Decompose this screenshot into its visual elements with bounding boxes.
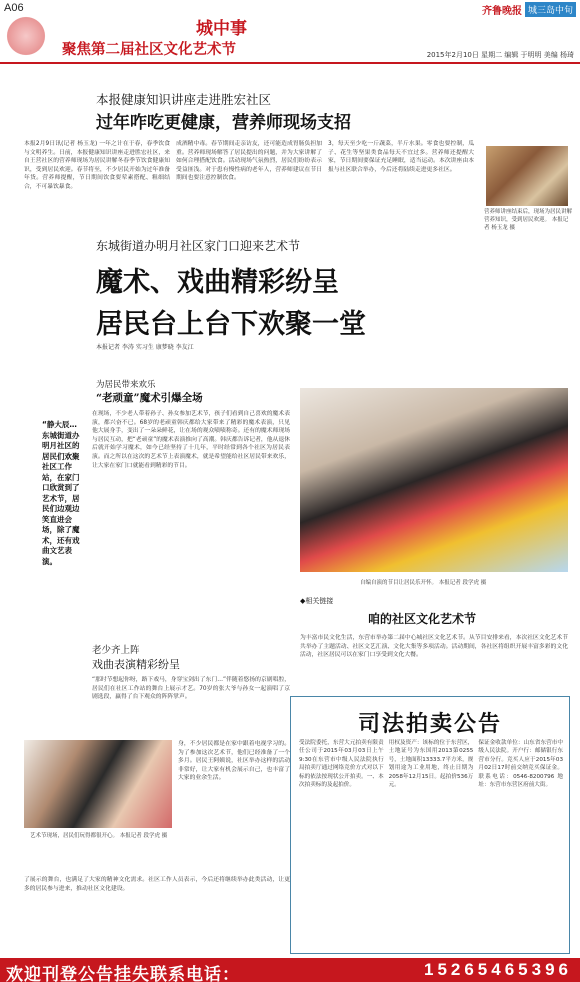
ad-banner — [0, 958, 580, 982]
masthead-logo — [482, 2, 576, 17]
header-divider — [0, 62, 580, 64]
article1-body — [24, 140, 474, 234]
decorative-seal-icon — [4, 14, 48, 58]
article2-title-line1: 魔术、戏曲精彩纷呈 — [96, 267, 339, 298]
article2-byline: 本报记者 李涛 实习生 康梦晓 李友江 — [96, 344, 194, 351]
banner-phone: 15265465396 — [423, 960, 572, 979]
section-a-lead: “静大辰…东城街道办明月社区的居民们欢聚社区工作站，在家门口欣赏到了艺术节，居民们边观边笑直进会场，除了魔术，还有戏曲文艺表演。 — [42, 420, 80, 566]
feature-title: 聚焦第二届社区文化艺术节 — [62, 41, 236, 58]
art-festival-photo — [24, 740, 172, 828]
page-number: A06 — [4, 2, 24, 14]
article1-title: 过年咋吃更健康，营养师现场支招 — [96, 113, 351, 133]
banner-text: 欢迎刊登公告挂失联系电话： — [6, 965, 240, 982]
section-b-tail-text: 了展示的舞台，也满足了大家的精神文化需求。社区工作人员表示，今后还将继续举办此类活动，让更多的居民参与进来，推动社区文化建设。 — [24, 877, 290, 892]
notice-col3: 保证金收款单位：山东省东营市中级人民法院。开户行：邮储银行东营市分行。竞买人应于2015年03月02日17时前交纳竞买保证金。联系电话：0546-8200796 地址：东营市东营区府前大街。 — [478, 740, 564, 789]
section-b-side-text: 身，不少居民都是在家中跟着电视学习的。为了参加这次艺术节，他们已经准备了一个多月。居民王阿姨说，社区举办这样的活动非常好，让大家有机会展示自己，也丰富了大家的业余生活。 — [178, 741, 290, 782]
section-a-subtitle: “老顽童”魔术引爆全场 — [96, 392, 203, 404]
article2-kicker: 东城街道办明月社区家门口迎来艺术节 — [96, 239, 301, 253]
section-a-kicker: 为居民带来欢乐 — [96, 380, 156, 390]
section-a-body: 在现场，不少老人带着孙子、孙女参加艺术节，孩子们看到自己喜欢的魔术表演，都兴奋不已。68岁的老顽童韩庆都给大家带来了精彩的魔术表演，只见他大展身手，变出了一朵朵鲜花，让在场的观众啧啧称奇。还有的魔术师现场与居民互动，把“老顽童”的魔术表演推向了高潮。韩庆都告诉记者，他从退休后就开始学习魔术，如今已经坚持了十几年，平时经常到各个社区为居民表演。而之所以在这次的艺术节上表演魔术，就是希望能给社区居民带来欢乐，让大家在家门口就能看到精彩的节目。 — [92, 411, 290, 469]
section-b-body: “那时节想起你呀，路下戏马，身穿宝剑出了东门…”伴随着悠扬的京剧唱腔，居民们在社区工作站的舞台上展示才艺。70岁的张大爷与孙女一起演唱了京剧选段，赢得了台下观众的阵阵掌声。 — [92, 677, 290, 701]
article1-col2: 成酒精中毒。春节期间走亲访友，还可能造成胃肠负担加重。营养师现场解答了居民提出的问题，并为大家讲解了如何合理搭配饮食。活动现场气氛热烈，居民们纷纷表示受益匪浅。对于患有慢性病的老年人，营养师建议在节日期间也要注意控制饮食。 — [176, 141, 322, 182]
section-b-subtitle: 戏曲表演精彩纷呈 — [92, 658, 180, 671]
article2-title-line2: 居民台上台下欢聚一堂 — [96, 309, 366, 340]
article1-col3: 3，每天至少吃一斤蔬菜，半斤水果。零食也要控制，瓜子、花生等坚果类食品每天不宜过多。营养师还提醒大家，节日期间要保证充足睡眠，适当运动。本次讲座由本报与社区联合举办，今后还将陆续走进更多社区。 — [328, 141, 474, 173]
notice-columns — [299, 739, 563, 947]
article1-col1: 本报2月9日讯(记者 杨玉龙) 一年之计在于春，春季饮食与文明养生。日前，本报健康知识讲座走进胜宏社区，来自王营社区的营养师现场为居民讲解冬春季节饮食健康知识，受到居民欢迎。春节将至，不少居民开始为过年准备年货。营养师提醒，节日期间饮食要荤素搭配、粗细结合，不可暴饮暴食。 — [24, 141, 170, 190]
related-link-title: 咱的社区文化艺术节 — [368, 612, 477, 626]
notice-col2: 用权及资产：该标的位于东营区，土地证号为东国用2013第0255号，土地面积13333.7平方米，规划用途为工业用地，终止日期为2058年12月15日。起拍价536万元。 — [388, 740, 474, 789]
article1-kicker: 本报健康知识讲座走进胜宏社区 — [96, 92, 272, 107]
logo-tag: 城三岛中旬 — [525, 2, 576, 17]
art-festival-photo-caption: 艺术节现场，居民们玩得都很开心。 本报记者 段学虎 摄 — [30, 833, 168, 839]
article1-photo-caption: 营养师讲座结束后，现场为居民讲解营养知识，受到居民欢迎。 本报记者 杨玉龙 摄 — [484, 209, 573, 231]
logo-name: 齐鲁晚报 — [481, 6, 522, 17]
related-link-body: 为丰富市民文化生活，东营市举办第二届中心城社区文化艺术节。从节目安排来看，本次社区文化艺术节共举办了主题活动、社区文艺汇演、文化大集等多项活动。活动期间，各社区将组织开展丰富多彩的文化活动，社区居民可以在家门口享受到文化大餐。 — [300, 635, 568, 659]
notice-title: 司法拍卖公告 — [357, 711, 502, 737]
page-header — [0, 0, 580, 64]
magic-show-photo-caption: 自编自演的节目让居民乐开怀。 本报记者 段学虎 摄 — [360, 580, 487, 586]
notice-col1: 受法院委托，东营大元拍卖有限责任公司于2015年03月03日上午9:30在东营市中级人民法院执行局拍卖厅通过网络竞价方式对以下标的依法按现状公开拍卖。一、本次拍卖标的及起拍价。 — [299, 740, 384, 789]
article1-photo — [486, 146, 568, 206]
section-title: 城中事 — [196, 19, 247, 39]
magic-show-photo — [300, 388, 568, 572]
judicial-auction-notice — [290, 696, 570, 954]
related-link-label: ◆相关链接 — [300, 597, 334, 605]
issue-meta: 2015年2月10日 星期二 编辑 于明明 美编 杨琦 — [426, 51, 574, 59]
section-b-kicker: 老少齐上阵 — [92, 645, 140, 656]
